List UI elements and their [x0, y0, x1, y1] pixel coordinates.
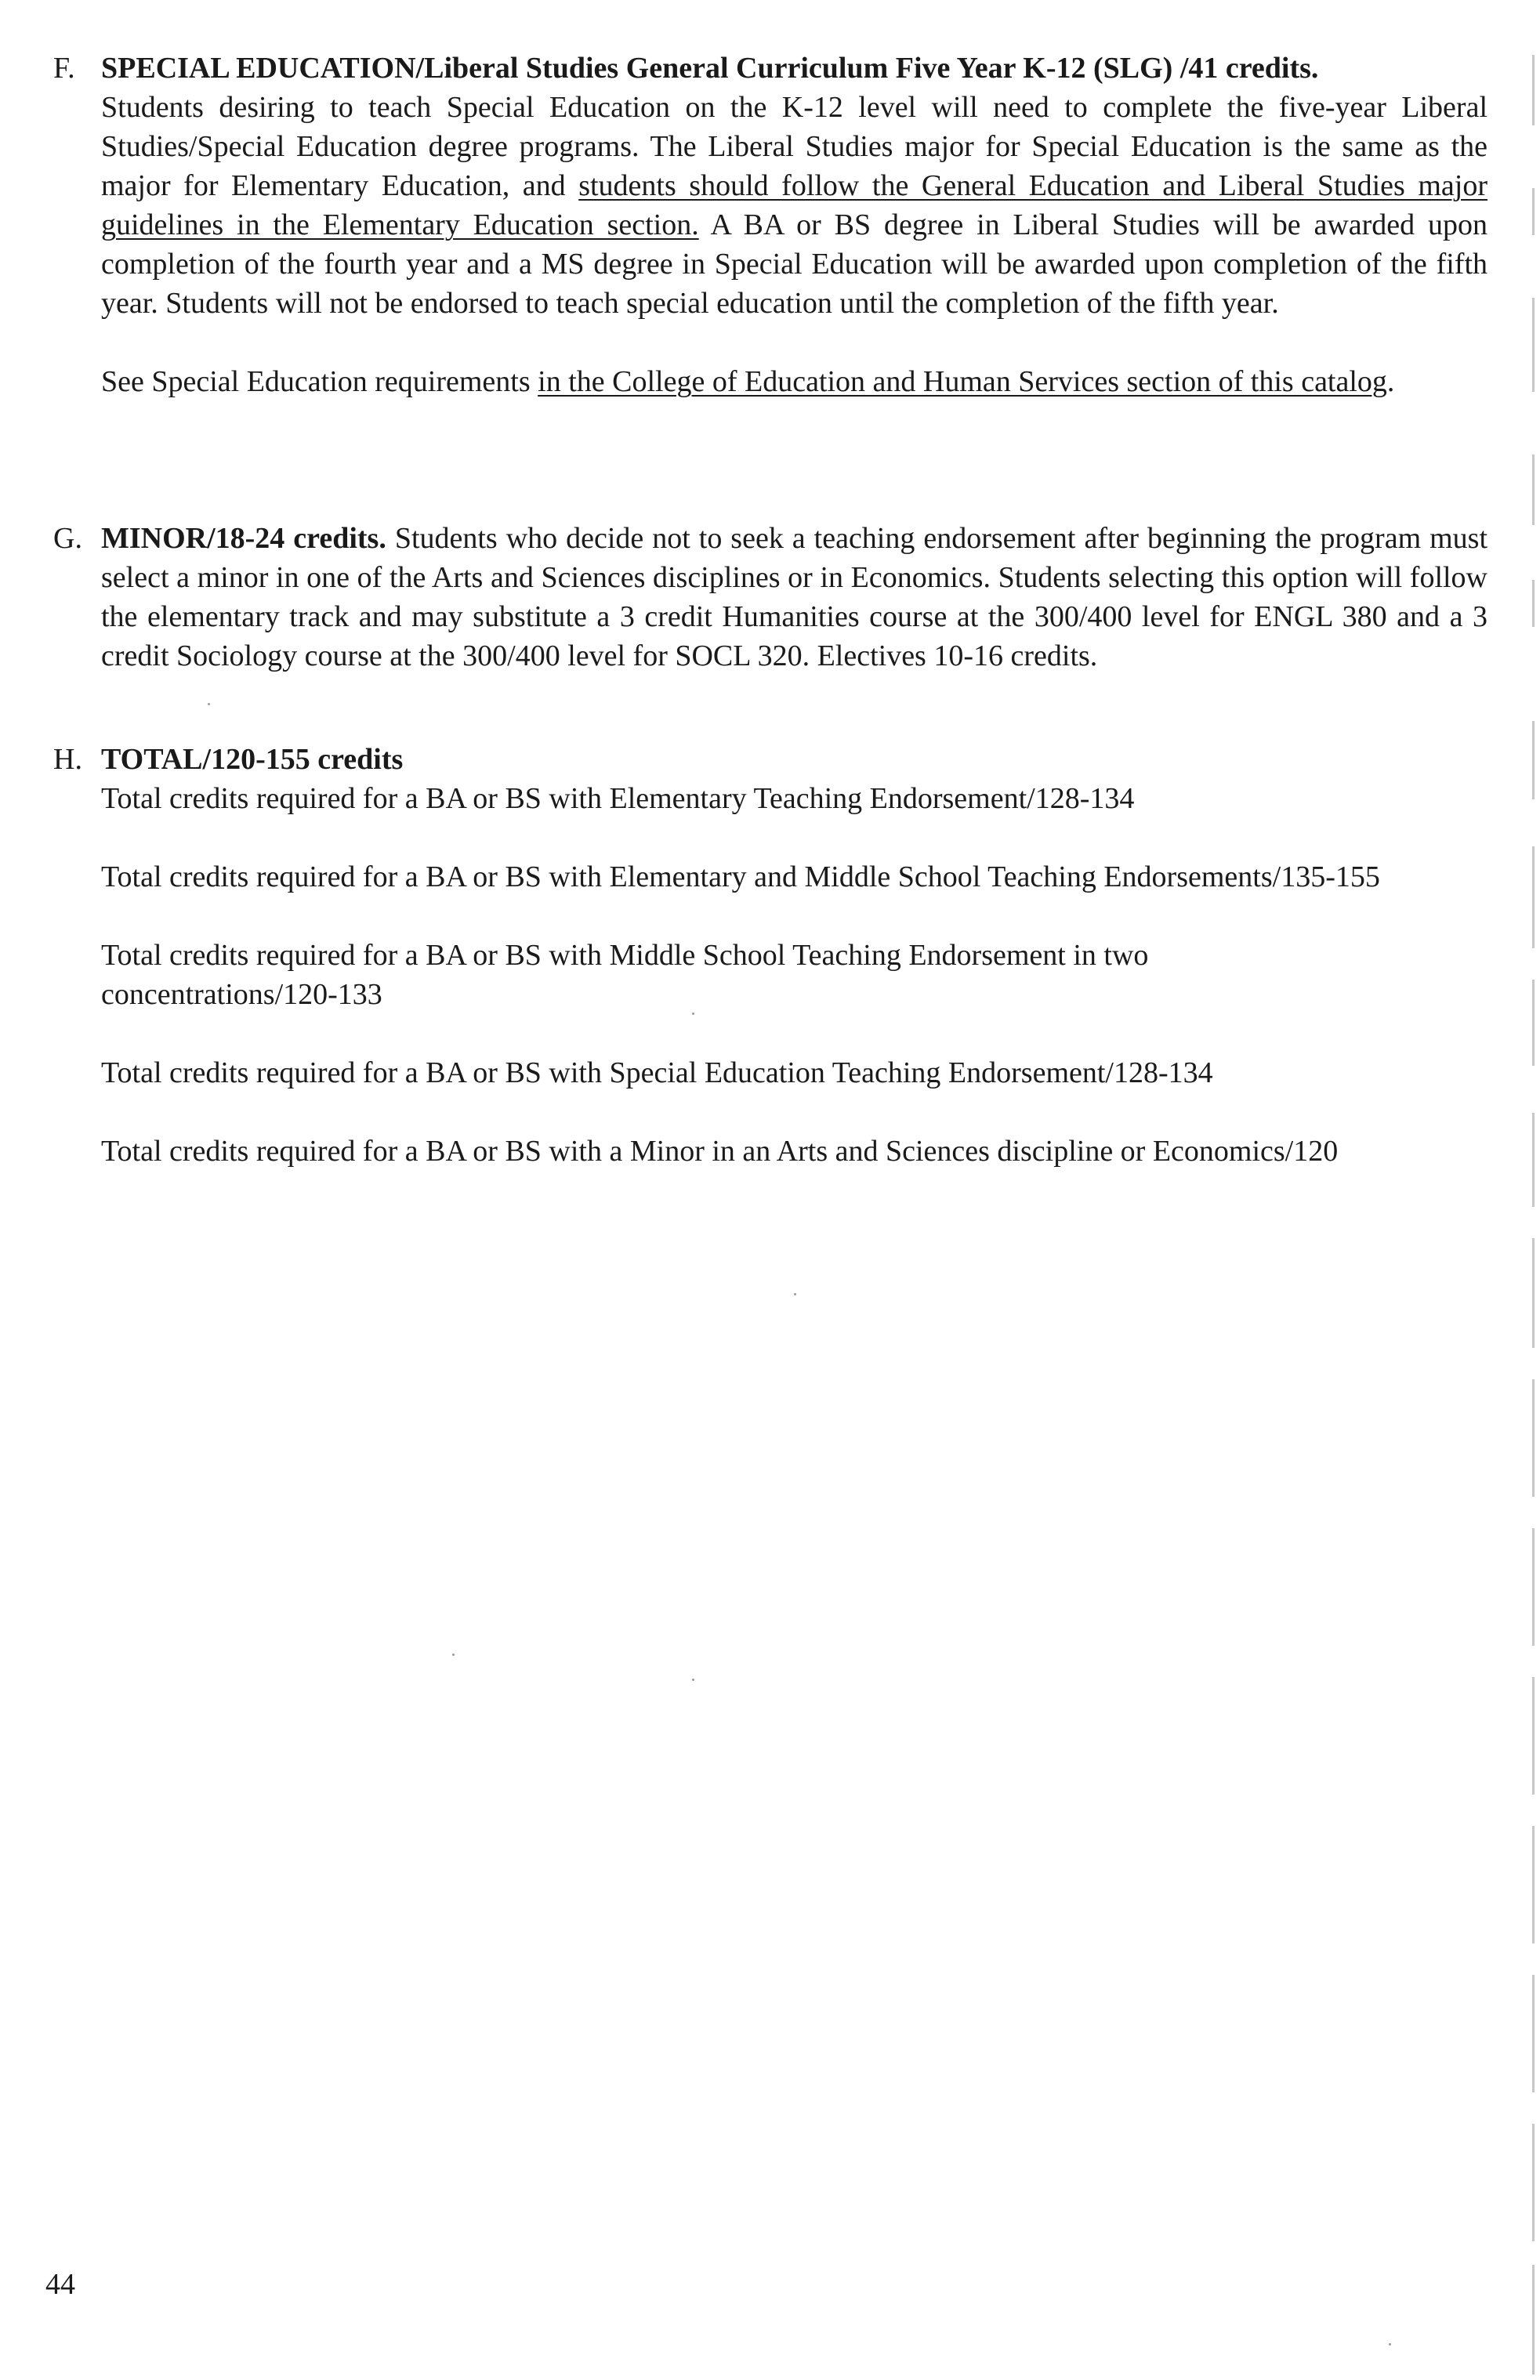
section-g-paragraph	[101, 519, 1487, 676]
scan-edge-mark	[1532, 1975, 1535, 2092]
section-g	[53, 519, 1487, 676]
total-line-special-education: Total credits required for a BA or BS with Special Education Teaching Endorsement/128-134	[101, 1056, 1213, 1089]
scan-speck	[692, 1012, 694, 1015]
scan-edge-mark	[1532, 1238, 1535, 1348]
section-g-heading: MINOR/18-24 credits.	[101, 522, 386, 555]
total-line-middle-school: Total credits required for a BA or BS with Middle School Teaching Endorsement in two concentrations/120-133	[101, 939, 1149, 1011]
section-g-body	[101, 519, 1487, 676]
section-g-text: Students who decide not to seek a teaching endorsement after beginning the program must select a minor in one of the Arts and Sciences disciplines or in Economics. Students selecting this option will follow the elementary track and may substitute a 3 credit Humanities course at the 300/400 level for ENGL 380 and a 3 credit Sociology course at the 300/400 level for SOCL 320. Electives 10-16 credits.	[101, 522, 1488, 672]
scan-speck	[208, 703, 210, 705]
scan-edge-mark	[1532, 846, 1535, 948]
scan-speck	[1389, 2343, 1391, 2346]
section-f	[53, 49, 1487, 401]
total-line-elementary: Total credits required for a BA or BS with Elementary Teaching Endorsement/128-134	[101, 782, 1135, 815]
scan-speck	[794, 1293, 796, 1295]
scan-edge-mark	[1532, 55, 1535, 125]
section-f-see-paragraph	[101, 362, 1487, 401]
scan-edge-mark	[1532, 188, 1535, 235]
scan-edge-mark	[1532, 580, 1535, 627]
scan-edge-mark	[1532, 2265, 1535, 2375]
section-f-text-1: Students desiring to teach Special Education on the K-12 level will need to complete the five-year Liberal Studies/Special Education degree programs. The Liberal Studies major for Special Education is the same as the major for Elementary Education, and	[101, 91, 1487, 202]
section-f-paragraph	[101, 49, 1487, 323]
section-h-body	[101, 740, 1487, 1171]
section-g-letter: G.	[53, 522, 82, 555]
section-f-see-end: .	[1386, 365, 1395, 398]
section-h	[53, 740, 1487, 1171]
scan-edge-mark	[1532, 298, 1535, 392]
elementary-education-guidelines-link[interactable]: students should follow the General Education and Liberal Studies major guidelines in the Elementary Education section.	[101, 169, 1487, 241]
scan-edge-mark	[1532, 2124, 1535, 2241]
scan-speck	[452, 1654, 455, 1656]
total-line-minor: Total credits required for a BA or BS with a Minor in an Arts and Sciences discipline or Economics/120	[101, 1135, 1339, 1168]
scan-edge-mark	[1532, 1113, 1535, 1207]
scan-edge-mark	[1532, 1826, 1535, 1943]
page-number: 44	[45, 2268, 75, 2301]
scan-edge-mark	[1532, 721, 1535, 799]
scan-speck	[692, 1679, 694, 1681]
scan-edge-mark	[1532, 980, 1535, 1066]
section-h-heading: TOTAL/120-155 credits	[101, 743, 404, 776]
scan-edge-mark	[1532, 1677, 1535, 1795]
section-f-see-text: See Special Education requirements	[101, 365, 538, 398]
scan-edge-mark	[1532, 455, 1535, 525]
total-line-elementary-middle: Total credits required for a BA or BS with Elementary and Middle School Teaching Endorsements/135-155	[101, 860, 1380, 893]
scan-edge-mark	[1532, 1379, 1535, 1497]
section-h-letter: H.	[53, 743, 82, 776]
section-f-heading: SPECIAL EDUCATION/Liberal Studies General Curriculum Five Year K-12 (SLG) /41 credits.	[101, 52, 1319, 85]
section-f-text-2: A BA or BS degree in Liberal Studies will be awarded upon completion of the fourth year and a MS degree in Special Education will be awarded upon completion of the fifth year. Students will not be endorsed to teach special education until the completion of the fifth year.	[101, 208, 1487, 320]
section-f-letter: F.	[53, 52, 75, 85]
section-f-body	[101, 49, 1487, 401]
college-of-education-link[interactable]: in the College of Education and Human Services section of this catalog	[538, 365, 1387, 398]
scan-edge-mark	[1532, 1528, 1535, 1646]
